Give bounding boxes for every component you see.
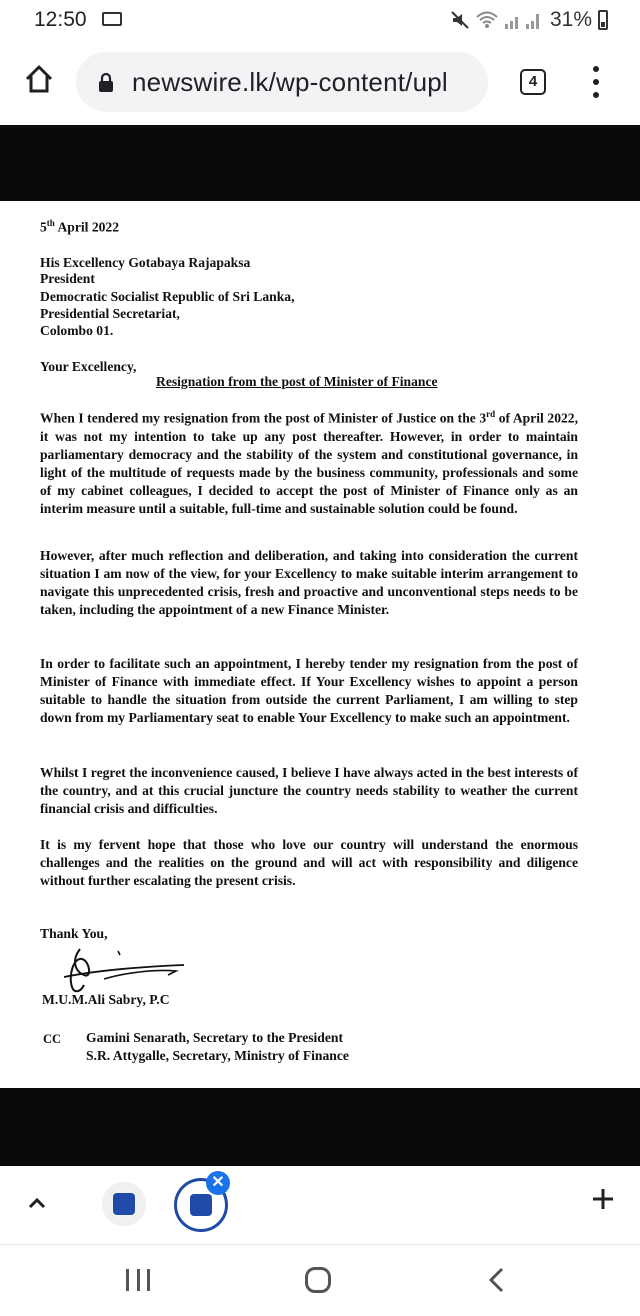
address-bar[interactable] (76, 52, 488, 112)
document-top-margin (0, 125, 640, 201)
address-line: President (40, 271, 95, 286)
cc-label: CC (43, 1032, 62, 1046)
site-logo-icon (113, 1193, 135, 1215)
cc-recipient: Gamini Senarath, Secretary to the President (86, 1030, 343, 1045)
back-icon[interactable] (486, 1267, 506, 1293)
cc-recipient: S.R. Attygalle, Secretary, Ministry of Finance (86, 1048, 349, 1063)
system-nav-bar (0, 1244, 640, 1316)
closing: Thank You, (40, 926, 108, 941)
tab-strip (0, 1166, 640, 1244)
battery-percent: 31% (549, 8, 592, 31)
letter-subject: Resignation from the post of Minister of Finance (156, 374, 438, 389)
lock-icon (98, 72, 114, 92)
signatory-name: M.U.M.Ali Sabry, P.C (42, 992, 170, 1007)
home-button-icon[interactable] (305, 1267, 331, 1293)
salutation: Your Excellency, (40, 359, 137, 374)
chevron-up-icon[interactable] (26, 1192, 48, 1214)
letter-date: 5th April 2022 (40, 218, 120, 235)
paragraph-1: When I tendered my resignation from the post of Minister of Justice on the 3rd of April 2022, it was not my intention to take up any post thereafter. However, in order to maintain parliamentary democracy and the stability of the system and constitutional governance, in light of the multitude of requests made by the business community, professionals and some of my cabinet colleagues, I decided to accept the post of Minister of Finance only as an interim measure until a suitable, full-time and sustainable solution could be found. (40, 409, 578, 516)
signal-icon (504, 10, 544, 30)
paragraph-5: It is my fervent hope that those who love our country will understand the enormous challenges and the realities on the ground and will act with responsibility and diligence without further escalating the present crisis. (40, 837, 578, 888)
status-indicators (450, 8, 608, 32)
letter-document (0, 201, 640, 1088)
recent-apps-icon[interactable] (126, 1269, 150, 1291)
plus-icon[interactable] (590, 1186, 616, 1212)
voicemail-icon (102, 12, 122, 26)
signature-image (44, 941, 194, 999)
home-icon[interactable] (24, 64, 54, 94)
browser-toolbar (0, 40, 640, 124)
url-text[interactable]: newswire.lk/wp-content/upl (132, 67, 448, 97)
address-line: Colombo 01. (40, 323, 114, 338)
paragraph-3: In order to facilitate such an appointment, I hereby tender my resignation from the post of Minister of Finance with immediate effect. If Your Excellency wishes to appoint a person suitable to handle the situation from outside the current Parliament, I am willing to step down from my Parliamentary seat to enable Your Excellency to make such an appointment. (40, 656, 578, 725)
paragraph-2: However, after much reflection and deliberation, and taking into consideration the current situation I am now of the view, for your Excellency to make suitable interim arrangement to navigate this unprecedented crisis, fresh and proactive and unconventional steps needs to be taken, including the appointment of a new Finance Minister. (40, 548, 578, 617)
address-line: Presidential Secretariat, (40, 306, 180, 321)
status-time: 12:50 (34, 8, 87, 31)
tab-switcher-button[interactable]: 4 (520, 69, 546, 95)
wifi-icon (476, 10, 498, 30)
address-line: His Excellency Gotabaya Rajapaksa (40, 255, 251, 270)
tab-thumbnail[interactable] (102, 1182, 146, 1226)
site-logo-icon (190, 1194, 212, 1216)
address-line: Democratic Socialist Republic of Sri Lanka, (40, 289, 295, 304)
paragraph-4: Whilst I regret the inconvenience caused, I believe I have always acted in the best interests of the country, and at this crucial juncture the country needs stability to weather the current financial crisis and difficulties. (40, 765, 578, 816)
close-icon[interactable]: ✕ (206, 1171, 230, 1195)
status-bar (0, 0, 640, 40)
menu-icon[interactable] (592, 66, 600, 98)
document-bottom-margin (0, 1088, 640, 1166)
battery-icon (598, 10, 608, 30)
mute-icon (450, 10, 470, 30)
